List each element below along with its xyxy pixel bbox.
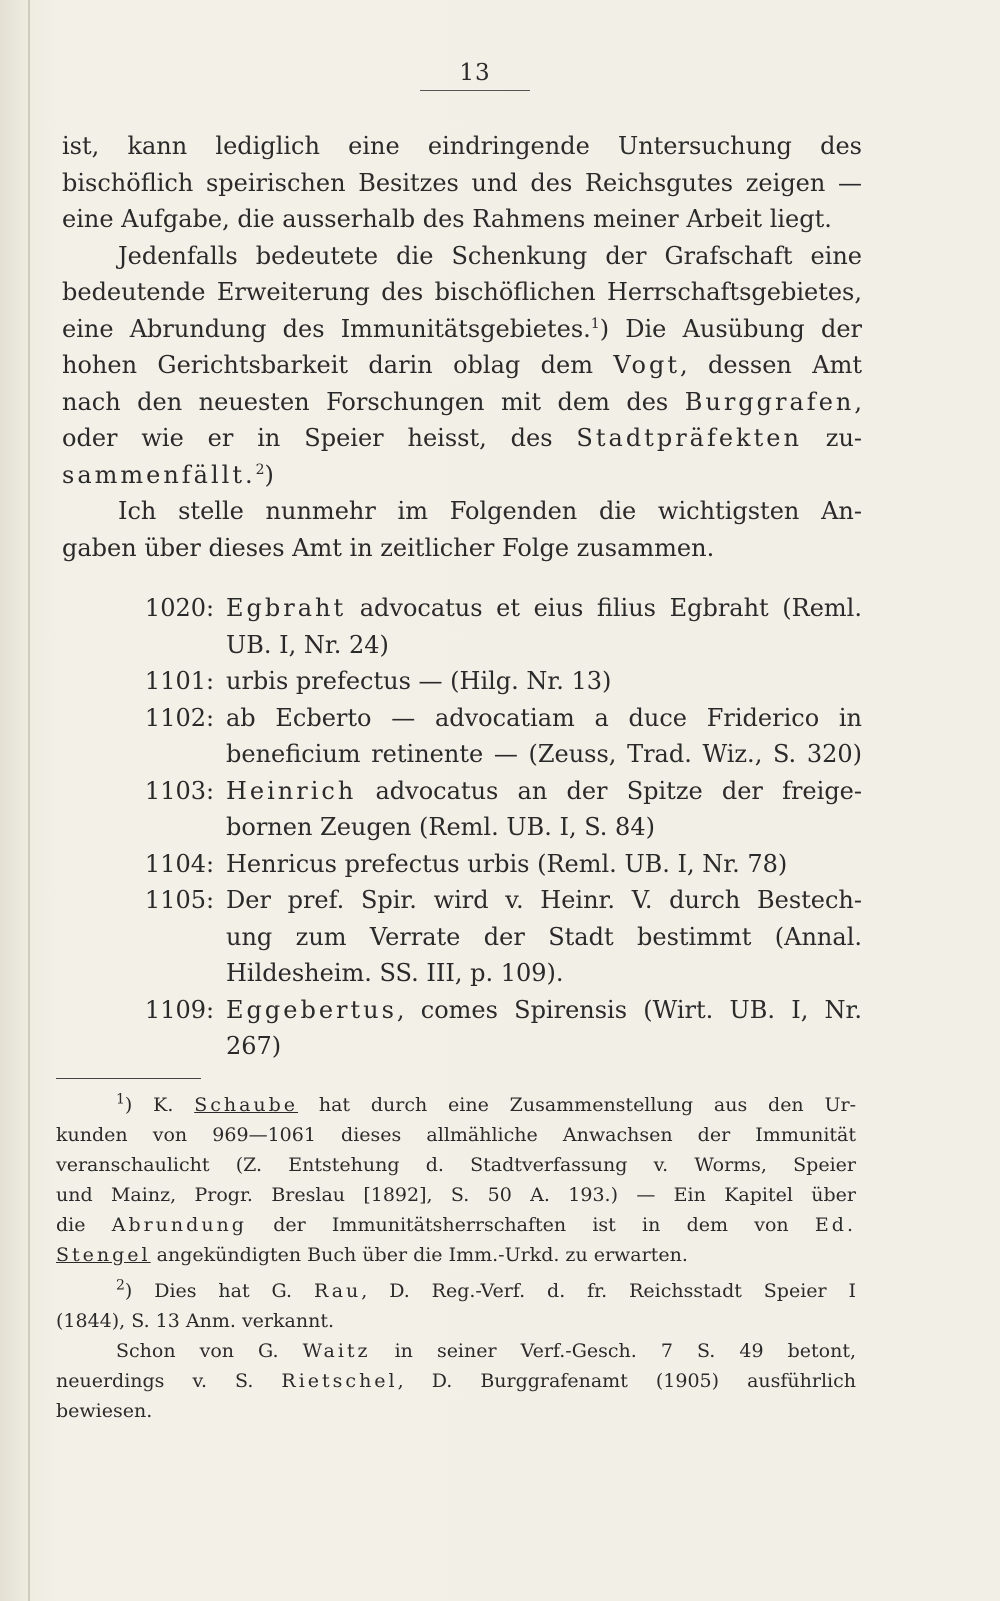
footnote-1 [56,1090,856,1270]
footnote-divider [56,1078,201,1079]
text-segment: hohen Gerichtsbarkeit darin oblag dem [62,351,614,379]
entry-text [218,992,862,1065]
entry-year: 1020 [144,594,206,622]
text-line [226,992,862,1029]
entry-separator: : [206,667,215,695]
text-line: gaben über dieses Amt in zeitlicher Folge zusammen. [62,533,715,562]
text-line: und Mainz, Progr. Breslau [1892], S. 50 A. 193.) — Ein Kapitel über [56,1184,856,1206]
text-segment: ) [264,460,274,489]
entry-year: 1103 [144,776,206,805]
text-segment: ) Die Ausübung der [599,314,862,343]
spaced-term: Eggebertus [226,995,397,1024]
text-line: Hildesheim. SS. III, p. 109). [226,959,564,987]
spaced-term: Stadtpräfekten [576,424,802,452]
text-line [226,590,862,627]
page-binding-edge [28,0,30,1601]
spaced-term: Burggrafen [684,387,855,416]
footnotes [56,1090,856,1432]
main-text [62,128,862,566]
text-line: bedeutende Erweiterung des bischöflichen Herrschaftsgebietes, [62,278,862,306]
text-segment: , D. Reg.-Verf. d. fr. Reichsstadt Speier I [361,1280,856,1302]
text-line: veranschaulicht (Z. Entstehung d. Stadtverfassung v. Worms, Speier [56,1154,856,1176]
text-line [56,1210,856,1240]
text-line: urbis prefectus — (Hilg. Nr. 13) [226,667,612,695]
author-name: Rietschel [281,1370,398,1392]
text-line: eine Aufgabe, die ausserhalb des Rahmens meiner Arbeit liegt. [62,205,832,233]
text-line: Henricus prefectus urbis (Reml. UB. I, Nr. 78) [226,849,788,878]
chronology-entry [62,992,862,1065]
text-line: Der pref. Spir. wird v. Heinr. V. durch Bestech- [226,886,862,914]
chronology-entry [62,882,862,992]
text-segment: in seiner Verf.-Gesch. 7 S. 49 betont, [370,1340,856,1362]
text-line: bischöflich speirischen Besitzes und des Reichsgutes zeigen — [62,168,862,197]
text-line: kunden von 969—1061 dieses allmähliche Anwachsen der Immunität [56,1124,856,1146]
entry-separator: : [206,703,215,732]
chronology-list [62,590,862,1065]
text-segment: der Immunitätsherrschaften ist in dem von [246,1214,815,1236]
text-line [56,1366,856,1396]
entry-text [218,590,862,663]
text-line: Jedenfalls bedeutete die Schenkung der Grafschaft eine [118,241,862,270]
text-line: bewiesen. [56,1400,153,1422]
text-line: ab Ecberto — advocatiam a duce Friderico in [226,703,862,732]
chronology-entry [62,846,862,883]
text-segment: neuerdings v. S. [56,1370,282,1392]
paragraph-2 [62,238,862,494]
text-line: (1844), S. 13 Anm. verkannt. [56,1310,334,1332]
text-segment: Schon von G. [116,1340,303,1362]
paragraph-1 [62,128,862,238]
entry-text [218,663,862,700]
text-line [62,347,862,384]
footnote-ref-2[interactable]: 2 [255,461,265,478]
entry-separator: : [206,594,215,622]
entry-year: 1109 [144,995,206,1024]
text-line [62,311,862,348]
text-segment: advocatus et eius filius Egbraht (Reml. [346,594,862,622]
paragraph-3 [62,493,862,566]
text-line: ist, kann lediglich eine eindringende Untersuchung des [62,132,862,160]
entry-text [218,700,862,773]
footnote-ref-1[interactable]: 1 [590,315,600,332]
entry-text [218,882,862,992]
chronology-entry [62,590,862,663]
text-segment: ) Dies hat G. [124,1280,314,1302]
page-number: 13 [420,60,530,91]
entry-separator: : [206,849,215,878]
footnote-2 [56,1276,856,1426]
entry-year: 1102 [144,703,206,732]
text-segment: advocatus an der Spitze der freige- [356,776,862,805]
text-segment: , [854,387,862,416]
author-name: Stengel [56,1244,151,1266]
text-segment: , dessen Amt [679,351,862,379]
text-segment: nach den neuesten Forschungen mit dem des [62,387,685,416]
chronology-entry [62,663,862,700]
entry-year: 1104 [144,849,206,878]
text-line [226,773,862,810]
spaced-term: sammenfällt. [62,460,256,489]
chronology-entry [62,700,862,773]
entry-year: 1101 [144,667,206,695]
text-segment: Ed. [814,1214,856,1236]
text-line [62,384,862,421]
entry-text [218,846,862,883]
text-line: ung zum Verrate der Stadt bestimmt (Annal. [226,922,862,951]
entry-separator: : [206,776,215,805]
author-name: Schaube [194,1094,299,1116]
entry-separator: : [206,995,215,1024]
text-line [56,1276,856,1306]
entry-text [218,773,862,846]
spaced-term: Abrundung [111,1214,247,1236]
author-name: Rau [313,1280,362,1302]
text-line: Ich stelle nunmehr im Folgenden die wichtigsten An- [118,497,862,525]
spaced-term: Vogt [613,351,680,379]
footnote-mark: 2 [116,1277,125,1294]
text-line [56,1090,856,1120]
text-line: bornen Zeugen (Reml. UB. I, S. 84) [226,813,655,841]
text-segment: eine Abrundung des Immunitätsgebietes. [62,314,591,343]
text-segment: angekündigten Buch über die Imm.-Urkd. zu erwarten. [150,1244,688,1266]
footnote-mark: 1 [116,1091,125,1108]
text-line: UB. I, Nr. 24) [226,630,389,659]
entry-separator: : [206,886,215,914]
text-segment: oder wie er in Speier heisst, des [62,424,577,452]
text-line: 267) [226,1032,282,1060]
text-segment: die [56,1214,112,1236]
text-segment: zu- [801,424,863,452]
text-line [62,420,862,457]
author-name: Waitz [302,1340,371,1362]
text-line [62,457,862,494]
text-segment: ) K. [124,1094,195,1116]
text-segment: , D. Burggrafenamt (1905) ausführlich [397,1370,857,1392]
spaced-term: Egbraht [226,594,347,622]
spaced-term: Heinrich [226,776,357,805]
text-line [56,1336,856,1366]
text-line: beneficium retinente — (Zeuss, Trad. Wiz., S. 320) [226,740,862,768]
chronology-entry [62,773,862,846]
text-line [56,1240,856,1270]
text-segment: , comes Spirensis (Wirt. UB. I, Nr. [396,995,862,1024]
entry-year: 1105 [144,886,206,914]
text-segment: hat durch eine Zusammenstellung aus den Ur- [298,1094,856,1116]
